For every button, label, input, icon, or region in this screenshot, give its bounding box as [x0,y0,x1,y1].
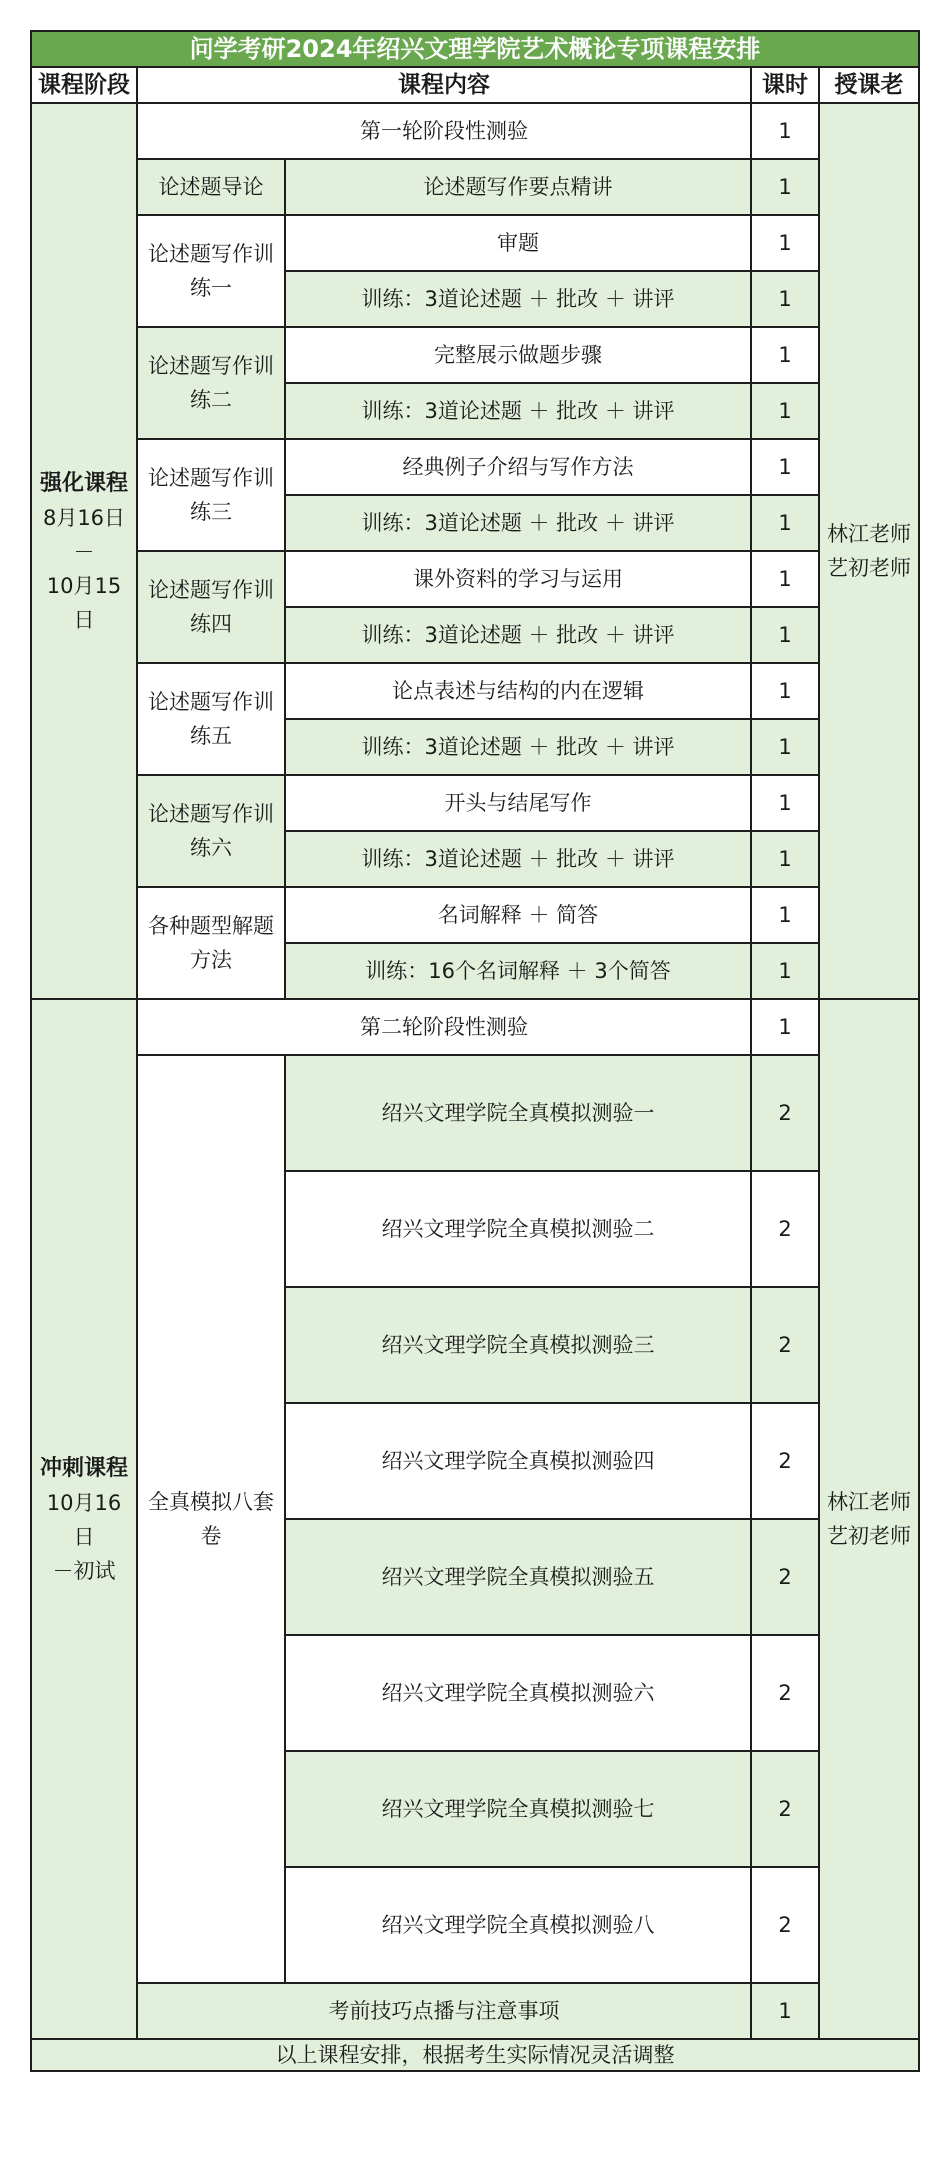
lesson-hours: 1 [751,271,819,327]
mock-label: 绍兴文理学院全真模拟测验六 [285,1635,751,1751]
module-name: 论述题写作训练五 [137,663,285,775]
lesson-hours: 1 [751,439,819,495]
test-label: 第一轮阶段性测验 [137,103,751,159]
lesson-hours: 1 [751,607,819,663]
teacher-cell-sprint [819,999,919,2039]
lesson-label: 名词解释 ＋ 简答 [285,887,751,943]
teacher-cell-intensive [819,103,919,999]
mock-label: 绍兴文理学院全真模拟测验四 [285,1403,751,1519]
lesson-hours: 1 [751,327,819,383]
lesson-hours: 1 [751,215,819,271]
header-content: 课程内容 [137,67,751,103]
footer-note: 以上课程安排，根据考生实际情况灵活调整 [31,2039,919,2071]
lesson-label: 训练：3道论述题 ＋ 批改 ＋ 讲评 [285,607,751,663]
lesson-hours: 1 [751,719,819,775]
lesson-hours: 1 [751,943,819,999]
mock-hours: 2 [751,1287,819,1403]
module-name: 论述题导论 [137,159,285,215]
lesson-label: 论述题写作要点精讲 [285,159,751,215]
lesson-label: 训练：3道论述题 ＋ 批改 ＋ 讲评 [285,719,751,775]
mock-hours: 2 [751,1519,819,1635]
lesson-hours: 1 [751,831,819,887]
mock-hours: 2 [751,1171,819,1287]
mock-label: 绍兴文理学院全真模拟测验三 [285,1287,751,1403]
stage-cell-intensive [31,103,137,999]
mock-label: 绍兴文理学院全真模拟测验五 [285,1519,751,1635]
lesson-label: 审题 [285,215,751,271]
module-name: 各种题型解题方法 [137,887,285,999]
mock-label: 绍兴文理学院全真模拟测验二 [285,1171,751,1287]
mock-label: 绍兴文理学院全真模拟测验七 [285,1751,751,1867]
lesson-hours: 1 [751,159,819,215]
stage-cell-sprint [31,999,137,2039]
lesson-hours: 1 [751,887,819,943]
lesson-hours: 1 [751,551,819,607]
lesson-hours: 1 [751,775,819,831]
mock-label: 绍兴文理学院全真模拟测验八 [285,1867,751,1983]
lesson-label: 开头与结尾写作 [285,775,751,831]
teacher-name: 艺初老师 [827,556,912,580]
mock-hours: 2 [751,1403,819,1519]
module-name: 论述题写作训练二 [137,327,285,439]
header-stage: 课程阶段 [31,67,137,103]
schedule-table [30,30,920,2072]
lesson-label: 完整展示做题步骤 [285,327,751,383]
final-hours: 1 [751,1983,819,2039]
header-teacher: 授课老 [819,67,919,103]
lesson-hours: 1 [751,383,819,439]
mock-label: 绍兴文理学院全真模拟测验一 [285,1055,751,1171]
mock-hours: 2 [751,1867,819,1983]
lesson-hours: 1 [751,495,819,551]
final-label: 考前技巧点播与注意事项 [137,1983,751,2039]
lesson-label: 训练：3道论述题 ＋ 批改 ＋ 讲评 [285,383,751,439]
schedule-document [30,30,918,2072]
lesson-label: 训练：3道论述题 ＋ 批改 ＋ 讲评 [285,495,751,551]
stage-dates-start: 10月16日 [46,1490,122,1549]
stage-name: 强化课程 [39,470,128,496]
test-hours: 1 [751,999,819,1055]
lesson-label: 训练：3道论述题 ＋ 批改 ＋ 讲评 [285,271,751,327]
lesson-label: 训练：16个名词解释 ＋ 3个简答 [285,943,751,999]
lesson-label: 论点表述与结构的内在逻辑 [285,663,751,719]
lesson-hours: 1 [751,663,819,719]
header-hours: 课时 [751,67,819,103]
module-name: 论述题写作训练三 [137,439,285,551]
stage-dates-end: 10月15日 [46,573,122,632]
module-name: 论述题写作训练一 [137,215,285,327]
mock-hours: 2 [751,1751,819,1867]
lesson-label: 训练：3道论述题 ＋ 批改 ＋ 讲评 [285,831,751,887]
table-title: 问学考研2024年绍兴文理学院艺术概论专项课程安排 [31,31,919,67]
test-label: 第二轮阶段性测验 [137,999,751,1055]
teacher-name: 林江老师 [827,522,912,546]
teacher-name: 艺初老师 [827,1524,912,1548]
module-name: 论述题写作训练六 [137,775,285,887]
mock-hours: 2 [751,1635,819,1751]
stage-dates-start: 8月16日－ [42,505,126,564]
mock-hours: 2 [751,1055,819,1171]
mock-module-name: 全真模拟八套卷 [137,1055,285,1983]
lesson-label: 经典例子介绍与写作方法 [285,439,751,495]
stage-dates-end: －初试 [52,1558,116,1583]
module-name: 论述题写作训练四 [137,551,285,663]
lesson-label: 课外资料的学习与运用 [285,551,751,607]
teacher-name: 林江老师 [827,1490,912,1514]
stage-name: 冲刺课程 [39,1455,128,1481]
test-hours: 1 [751,103,819,159]
